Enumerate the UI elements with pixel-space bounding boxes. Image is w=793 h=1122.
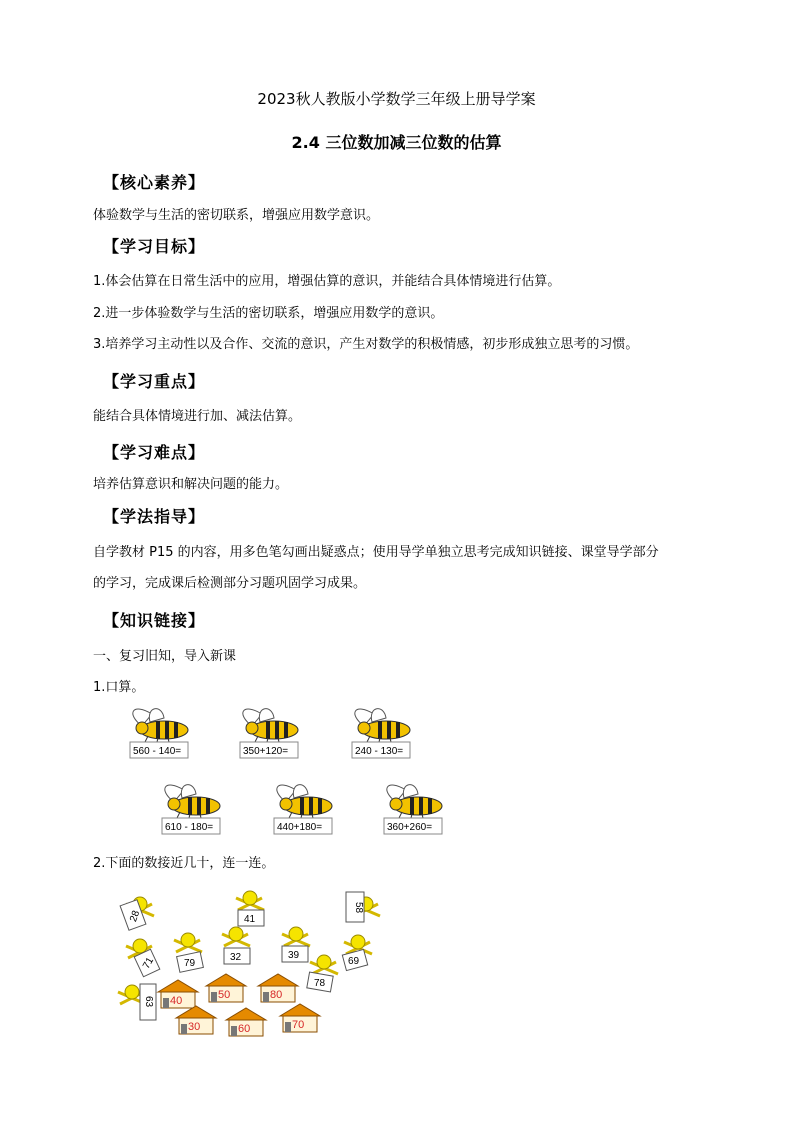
house-number-60: 60: [238, 1023, 251, 1035]
question-1: 1.口算。: [93, 680, 145, 695]
bee-1: [130, 709, 188, 758]
kid-card-78: [307, 955, 338, 992]
method-heading: 【学法指导】: [103, 507, 206, 526]
house-number-30: 30: [188, 1021, 201, 1033]
house-number-80: 80: [270, 989, 283, 1001]
kid-card-32: [222, 927, 250, 964]
bee-3: [352, 709, 410, 758]
core-heading: 【核心素养】: [103, 173, 206, 192]
kid-number-39: 39: [288, 950, 300, 961]
kid-card-41: [236, 891, 264, 926]
kid-card-79: [174, 933, 203, 972]
oral-calc-3: 240 - 130=: [355, 746, 404, 757]
goals-heading: 【学习目标】: [103, 237, 206, 256]
matching-picture: [110, 880, 400, 1040]
goal-item-1: 1.体会估算在日常生活中的应用，增强估算的意识，并能结合具体情境进行估算。: [93, 274, 561, 289]
kid-number-69: 69: [348, 956, 360, 967]
oral-calc-4: 610 - 180=: [165, 822, 214, 833]
series-header: 2023秋人教版小学数学三年级上册导学案: [257, 90, 536, 108]
kid-card-69: [342, 935, 372, 971]
kid-number-58: 58: [353, 902, 364, 914]
lesson-title: 2.4 三位数加减三位数的估算: [291, 133, 502, 152]
oral-calc-1: 560 - 140=: [133, 746, 182, 757]
links-heading: 【知识链接】: [103, 611, 206, 630]
goal-item-3: 3.培养学习主动性以及合作、交流的意识，产生对数学的积极情感，初步形成独立思考的习惯。: [93, 337, 639, 352]
bee-2: [240, 709, 298, 758]
house-60: [226, 1008, 266, 1036]
house-number-50: 50: [218, 989, 231, 1001]
kid-number-71: 71: [141, 955, 157, 971]
kid-number-79: 79: [184, 958, 196, 969]
house-30: [176, 1006, 216, 1034]
house-number-70: 70: [292, 1019, 305, 1031]
bee-5: [274, 785, 332, 834]
oral-calc-6: 360+260=: [387, 822, 433, 833]
links-part-1: 一、复习旧知，导入新课: [93, 649, 237, 664]
bee-6: [384, 785, 442, 834]
core-text: 体验数学与生活的密切联系，增强应用数学意识。: [93, 208, 380, 223]
method-line-1: 自学教材 P15 的内容，用多色笔勾画出疑惑点；使用导学单独立思考完成知识链接、课堂导学部分: [93, 545, 659, 560]
kid-card-71: [126, 939, 160, 977]
goal-item-2: 2.进一步体验数学与生活的密切联系，增强应用数学的意识。: [93, 306, 444, 321]
question-2: 2.下面的数接近几十，连一连。: [93, 856, 275, 871]
kid-card-63: [118, 984, 156, 1020]
kid-number-78: 78: [314, 978, 326, 989]
difficulty-text: 培养估算意识和解决问题的能力。: [93, 477, 289, 492]
kid-number-32: 32: [230, 952, 242, 963]
focus-heading: 【学习重点】: [103, 372, 206, 391]
focus-text: 能结合具体情境进行加、减法估算。: [93, 409, 302, 424]
kid-card-39: [282, 927, 310, 962]
difficulty-heading: 【学习难点】: [103, 443, 206, 462]
oral-calc-bees: [110, 700, 460, 845]
house-number-40: 40: [170, 995, 183, 1007]
method-line-2: 的学习，完成课后检测部分习题巩固学习成果。: [93, 576, 367, 591]
kid-card-58: [346, 892, 380, 922]
kid-number-28: 28: [128, 909, 143, 924]
house-80: [258, 974, 298, 1002]
oral-calc-2: 350+120=: [243, 746, 289, 757]
kid-number-63: 63: [143, 996, 154, 1008]
kid-card-28: [120, 897, 154, 930]
kid-number-41: 41: [244, 914, 256, 925]
house-50: [206, 974, 246, 1002]
oral-calc-5: 440+180=: [277, 822, 323, 833]
house-70: [280, 1004, 320, 1032]
bee-4: [162, 785, 220, 834]
house-40: [158, 980, 198, 1008]
